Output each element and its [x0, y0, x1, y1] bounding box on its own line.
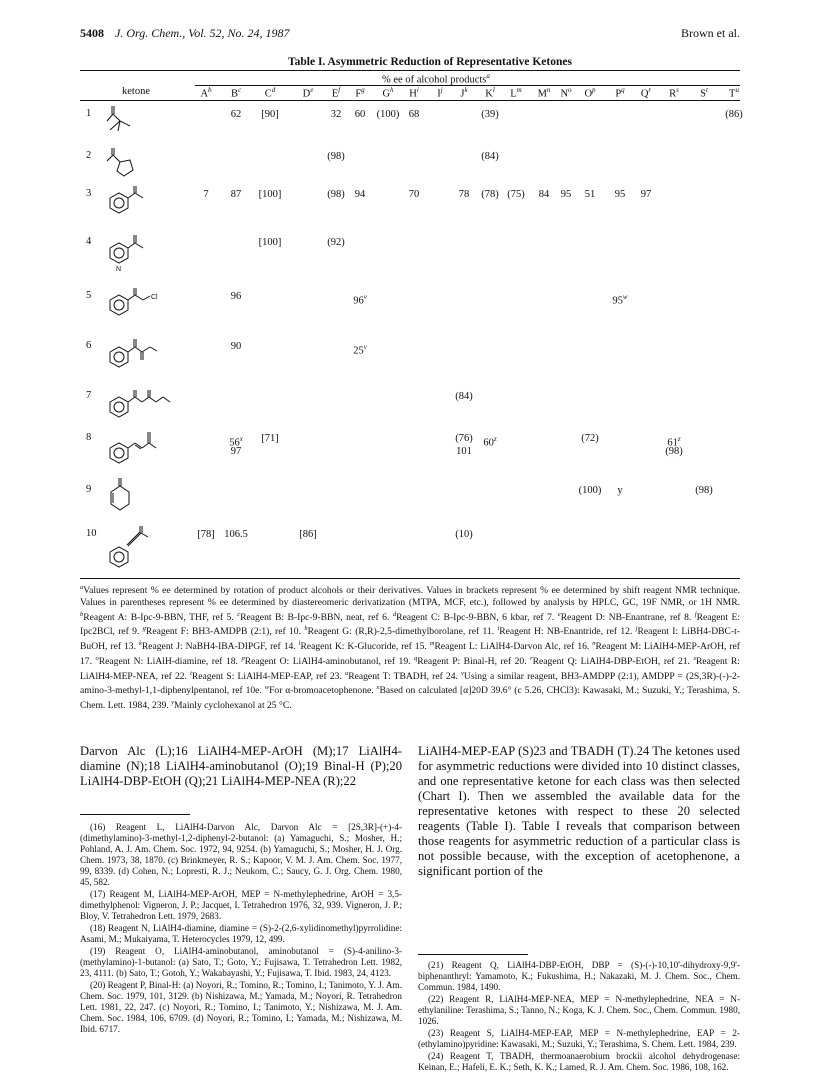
- footnote-text: Reagent T: TBADH, ref 24.: [348, 670, 458, 682]
- column-label: Q: [640, 88, 649, 100]
- footnote-mark: x: [376, 684, 380, 692]
- ketone-header: ketone: [122, 86, 150, 97]
- cell-value: 97: [640, 189, 652, 200]
- ketone-number: 8: [86, 432, 92, 443]
- footnote-mark: o: [95, 654, 99, 662]
- table-cell: [602, 290, 638, 309]
- footnote-text: Reagent R: LiAlH4-MEP-NEA, ref 22.: [80, 655, 740, 682]
- column-label: J: [460, 88, 465, 100]
- body-text-left: Darvon Alc (L);16 LiAlH4-MEP-ArOH (M);17 LiAlH4-diamine (N);18 LiAlH4-aminobutanol (O);19 Binal-H (P);20 LiAlH4-DBP-EtOH (Q);21 LiAlH4-MEP-NEA (R);22: [80, 744, 402, 788]
- cell-value: (98): [327, 189, 345, 200]
- column-label: C: [264, 88, 272, 100]
- table-cell: [472, 150, 508, 164]
- footnote-mark: m: [429, 639, 435, 647]
- column-header-e: [324, 86, 348, 100]
- footnote-c: [237, 612, 393, 623]
- reference-entry: (16) Reagent L, LiAlH4-Darvon Alc, Darvon Alc = [2S,3R]-(+)-4-(dimethylamino)-3-methyl-1,2-diphenyl-2-butanol: (a) Yamaguchi, S.; Mosher, H.; Pohland, A. J. Am. Chem. Soc. 1972, 94, 9254. (b) Yamaguchi, S.; Mosher, H. J. Org. Chem. 1973, 38, 1870. (c) Brinkmeyer, R. S.; Kapoor, V. M. J. Am. Chem. Soc. 1977, 99, 8339. (d) Cohen, N.; Lopresti, R. J.; Neukom, C.; Saucy, G. J. Org. Chem. 1980, 45, 582.: [80, 822, 402, 887]
- column-label: R: [669, 88, 677, 100]
- structure-ketone-6: [104, 336, 180, 372]
- table-cell: [252, 188, 288, 202]
- footnote-mark: u: [344, 669, 349, 677]
- cell-value: [71]: [261, 433, 279, 444]
- cell-value: 60: [483, 437, 494, 449]
- footnote-mark: k: [138, 639, 142, 647]
- column-header-d: [296, 86, 320, 100]
- cell-value: y: [617, 485, 623, 496]
- footnote-text: Mainly cyclohexanol at 25 °C.: [174, 700, 292, 712]
- cell-value: (75): [507, 189, 525, 200]
- structure-ketone-8: [104, 428, 184, 468]
- table-cell: [342, 290, 378, 309]
- cell-value: (100): [376, 109, 400, 120]
- column-header-k: [478, 86, 502, 100]
- column-note: s: [676, 86, 679, 94]
- footnote-l: [299, 641, 430, 652]
- table-cell: [446, 528, 482, 542]
- footnote-text: Reagent G: (R,R)-2,5-dimethylborolane, ref 11.: [307, 626, 495, 638]
- column-note: r: [648, 86, 652, 94]
- cell-value: (86): [725, 109, 743, 120]
- footnote-text: Based on calculated [α]20D 39.6° (c 5.26, CHCl3): Kawasaki, M.; Suzuki, Y.; Terashima, S. Chem. Lett. 1984, 239.: [80, 685, 740, 712]
- footnote-h: [304, 625, 500, 638]
- structure-ketone-3: [104, 184, 154, 218]
- column-label: D: [302, 88, 311, 100]
- column-label: T: [729, 88, 736, 100]
- table-cell: [252, 108, 288, 122]
- column-note: e: [310, 86, 314, 94]
- column-note: g: [361, 86, 365, 94]
- cell-value: 95: [560, 189, 572, 200]
- footnote-text: Reagent L: LiAlH4-Darvon Alc, ref 16.: [434, 641, 590, 653]
- column-note: h: [390, 86, 394, 94]
- column-note: f: [338, 86, 341, 94]
- footnote-mark: a: [80, 584, 84, 591]
- group-header: % ee of alcohol products$^a$: [382, 72, 490, 86]
- column-header-h: [402, 86, 426, 100]
- footnote-text: Reagent B: B-Ipc-9-BBN, neat, ref 6.: [240, 611, 390, 623]
- footnote-text: Reagent A: B-Ipc-9-BBN, THF, ref 5.: [83, 611, 234, 623]
- references-rule-right: [418, 954, 528, 955]
- ketone-number: 6: [86, 340, 92, 351]
- structure-ketone-4: [104, 232, 154, 274]
- ketone-number: 10: [86, 528, 97, 539]
- column-header-b: [224, 86, 248, 100]
- table-cell: [472, 432, 508, 451]
- cell-value: (98): [327, 151, 345, 162]
- cell-value: (39): [481, 109, 499, 120]
- column-header-t: [722, 86, 746, 100]
- cell-note: x: [239, 435, 243, 443]
- table-cell: [628, 188, 664, 202]
- footnote-mark: r: [530, 654, 533, 662]
- footnote-d: [393, 612, 558, 623]
- footnote-mark: y: [171, 699, 175, 707]
- footnote-mark: e: [557, 610, 561, 618]
- ketone-number: 1: [86, 108, 92, 119]
- cell-value: (10): [455, 529, 473, 540]
- footnote-mark: g: [142, 625, 146, 633]
- footnote-text: Reagent N: LiAlH-diamine, ref 18.: [98, 655, 238, 667]
- table-cell: [218, 528, 254, 542]
- cell-value: 78: [458, 189, 470, 200]
- column-header-n: [554, 86, 578, 100]
- column-note: b: [208, 86, 212, 94]
- table-cell: [602, 484, 638, 498]
- column-label: E: [331, 88, 339, 100]
- cell-value: 60: [354, 109, 366, 120]
- column-label: G: [382, 88, 391, 100]
- cell-value: 68: [408, 109, 420, 120]
- column-header-s: [692, 86, 716, 100]
- footnote-k: [139, 641, 299, 652]
- table-cell: [342, 188, 378, 202]
- reference-entry: (23) Reagent S, LiAlH4-MEP-EAP, MEP = N-methylephedrine, EAP = 2-(ethylamino)pyridine: Kawasaki, M.; Suzuki, Y.; Terashima, S. Chem. Lett. 1984, 239.: [418, 1028, 740, 1049]
- footnote-text: For α-bromoacetophenone.: [269, 685, 374, 697]
- footnote-y: [171, 700, 292, 711]
- cell-value: 101: [456, 446, 472, 457]
- column-label: N: [560, 88, 569, 100]
- column-header-q: [634, 86, 658, 100]
- column-label: A: [200, 88, 209, 100]
- structure-ketone-5: [104, 286, 174, 320]
- column-note: u: [735, 86, 739, 94]
- table-cell: [396, 108, 432, 122]
- footnote-o: [95, 654, 245, 667]
- column-header-g: [376, 86, 400, 100]
- reference-entry: (17) Reagent M, LiAlH4-MEP-ArOH, MEP = N-methylephedrine, ArOH = 3,5-dimethylphenol: Vigneron, J. P.; Jacquet, I. Tetrahedron 1976, 32, 939. Vigneron, J. P.; Bloy, V. Tetrahedron Lett. 1979, 2683.: [80, 889, 402, 921]
- journal-citation: J. Org. Chem., Vol. 52, No. 24, 1987: [115, 26, 290, 40]
- footnote-mark: v: [461, 669, 464, 677]
- footnote-text: Reagent M: LiAlH4-MEP-ArOH, ref 17.: [80, 641, 740, 667]
- table-cell: [656, 445, 692, 459]
- cell-value: 97: [230, 446, 242, 457]
- cell-value: 32: [330, 109, 342, 120]
- cell-note: z: [677, 435, 681, 443]
- table-title: Table I. Asymmetric Reduction of Representative Ketones: [288, 56, 572, 68]
- column-header-j: [452, 86, 476, 100]
- column-label: M: [537, 88, 547, 100]
- ketone-number: 9: [86, 484, 92, 495]
- footnote-text: Reagent E: Ipc2BCl, ref 9.: [80, 611, 741, 638]
- cell-value: (92): [327, 237, 345, 248]
- cell-value: 96: [353, 295, 364, 307]
- column-label: K: [485, 88, 493, 100]
- cell-value: [100]: [258, 237, 282, 248]
- reference-entry: (21) Reagent Q, LiAlH4-DBP-EtOH, DBP = (S)-(-)-10,10'-dihydroxy-9,9'-biphenanthryl: Yamamoto, K.; Fukushima, H.; Nakazaki, M. J. Chem. Soc., Chem. Commun. 1984, 1490.: [418, 960, 740, 992]
- ketone-number: 2: [86, 150, 92, 161]
- references-right: [418, 960, 740, 1074]
- header-bottom-rule: [80, 100, 740, 101]
- cell-value: 96: [230, 291, 242, 302]
- structure-ketone-9: [104, 476, 154, 520]
- footnote-t: [190, 671, 345, 682]
- table-top-rule: [80, 70, 740, 71]
- cell-note: z: [493, 435, 497, 443]
- footnote-text: Reagent Q: LiAlH4-DBP-EtOH, ref 21.: [532, 655, 690, 667]
- cell-value: 95: [614, 189, 626, 200]
- footnote-text: Using a similar reagent, BH3-AMDPP (2:1), AMDPP = (2S,3R)-(-)-2-amino-3-methyl-1,1-diphenylpentanol, ref 10e.: [80, 670, 741, 697]
- cell-value: 87: [230, 189, 242, 200]
- table-cell: [290, 528, 326, 542]
- footnote-text: Reagent J: NaBH4-IBA-DIPGF, ref 14.: [141, 641, 296, 653]
- column-note: m: [516, 86, 522, 94]
- footnote-text: Reagent F: BH3-AMDPB (2:1), ref 10.: [145, 626, 301, 638]
- footnote-r: [530, 656, 693, 667]
- footnote-mark: d: [392, 610, 397, 618]
- cell-value: (76): [455, 433, 473, 444]
- cell-value: (98): [695, 485, 713, 496]
- column-header-p: [608, 86, 632, 100]
- table-cell: [252, 432, 288, 446]
- footnote-text: Reagent H: NB-Enantride, ref 12.: [499, 626, 633, 638]
- column-header-f: [348, 86, 372, 100]
- column-note: p: [592, 86, 596, 94]
- table-cell: [218, 445, 254, 459]
- cell-value: (84): [455, 391, 473, 402]
- reference-entry: (22) Reagent R, LiAlH4-MEP-NEA, MEP = N-methylephedrine, NEA = N-ethylaniline: Terashima, S.; Tanno, N.; Koga, K. J. Chem. Soc., Chem. Commun. 1980, 1026.: [418, 994, 740, 1026]
- cell-note: v: [363, 343, 367, 351]
- column-note: t: [705, 86, 708, 94]
- column-header-l: [504, 86, 528, 100]
- footnote-mark: t: [190, 669, 192, 677]
- cell-value: 51: [584, 189, 596, 200]
- references-left: [80, 822, 402, 1036]
- footnote-text: Reagent S: LiAlH4-MEP-EAP, ref 23.: [191, 670, 342, 682]
- footnote-i: [497, 626, 635, 637]
- author-running-head: Brown et al.: [681, 26, 740, 40]
- reference-entry: (19) Reagent O, LiAlH4-aminobutanol, aminobutanol = (S)-4-anilino-3-(methylamino)-1-butanol: (a) Sato, T.; Goto, Y.; Fujisawa, T. Tetrahedron Lett. 1982, 23, 4111. (b) Sato, T.; Gotoh, Y.; Wakabayashi, Y.; Fujisawa, T. Ibid. 1983, 24, 4123.: [80, 946, 402, 978]
- column-header-a: [194, 86, 218, 100]
- footnote-mark: f: [694, 610, 697, 618]
- cell-value: (78): [481, 189, 499, 200]
- column-note: j: [440, 86, 443, 94]
- column-header-m: [532, 86, 556, 100]
- table-cell: [218, 188, 254, 202]
- column-note: q: [621, 86, 625, 94]
- footnote-w: [265, 685, 377, 696]
- pyridine-n-label: N: [116, 266, 122, 273]
- structure-ketone-10: [104, 524, 170, 574]
- cell-value: (100): [578, 485, 602, 496]
- footnote-text: Reagent I: LiBH4-DBC-t-BuOH, ref 13.: [80, 626, 740, 653]
- footnote-mark: q: [414, 654, 418, 662]
- cell-value: 62: [230, 109, 242, 120]
- reference-entry: (18) Reagent N, LiAlH4-diamine, diamine = (S)-2-(2,6-xylidinomethyl)pyrrolidine: Asami, M.; Mukaiyama, T. Heterocycles 1979, 12, 499.: [80, 923, 402, 944]
- running-head: [80, 26, 740, 42]
- column-note: i: [416, 86, 419, 94]
- cell-value: 84: [538, 189, 550, 200]
- table-cell: [686, 484, 722, 498]
- column-note: c: [237, 86, 242, 94]
- ketone-number: 5: [86, 290, 92, 301]
- footnote-text: Reagent C: B-Ipc-9-BBN, 6 kbar, ref 7.: [396, 611, 555, 623]
- table-cell: [472, 108, 508, 122]
- column-label: H: [409, 88, 417, 100]
- cell-value: 70: [408, 189, 420, 200]
- column-note: n: [546, 86, 551, 94]
- cell-value: 61: [667, 437, 678, 449]
- column-label: O: [584, 88, 593, 100]
- table-cell: [342, 340, 378, 359]
- cell-value: 106.5: [224, 529, 248, 540]
- footnote-m: [429, 639, 596, 653]
- footnote-mark: p: [241, 654, 245, 662]
- cell-value: (72): [581, 433, 599, 444]
- column-note: l: [492, 86, 495, 94]
- footnote-mark: n: [592, 639, 596, 647]
- body-text-right: LiAlH4-MEP-EAP (S)23 and TBADH (T).24 The ketones used for asymmetric reductions were divided into 10 distinct classes, and one representative ketone for each class was then selected (Chart I). Then we assembled the available data for the representative ketones with respect to these 20 selected reagents (Table I). Table I reveals that comparison between those reagents for asymmetric reduction of a particular class is not possible because, with the exception of acetophenone, a significant portion of the: [418, 744, 740, 878]
- table-cell: [396, 188, 432, 202]
- footnote-a: [80, 585, 740, 608]
- footnote-text: Reagent O: LiAlH4-aminobutanol, ref 19.: [244, 655, 411, 667]
- cell-value: 7: [203, 189, 209, 200]
- footnote-e: [558, 612, 695, 623]
- footnote-mark: j: [635, 625, 638, 633]
- table-cell: [218, 340, 254, 354]
- reference-entry: (20) Reagent P, Binal-H: (a) Noyori, R.; Tomino, R.; Tomino, I.; Tanimoto, Y. J. Am. Chem. Soc. 1979, 101, 3129. (b) Nishizawa, M.; Yamada, M.; Noyori, R. Tetrahedron Lett. 1981, 22, 247. (c) Noyori, R.; Tomino, I.; Tanimoto, Y.; Nishizawa, M. J. Am. Chem. Soc. 1984, 106, 6709. (d) Noyori, R.; Tomino, I.; Yamada, M.; Nishizawa, M. Ibid. 6717.: [80, 980, 402, 1034]
- column-header-c: [258, 86, 282, 100]
- table-cell: [318, 150, 354, 164]
- structure-ketone-2: [104, 146, 148, 182]
- cell-value: (84): [481, 151, 499, 162]
- footnote-mark: w: [264, 684, 270, 692]
- footnote-q: [414, 656, 530, 667]
- cell-value: 94: [354, 189, 366, 200]
- ketone-number: 4: [86, 236, 92, 247]
- column-note: k: [464, 86, 468, 94]
- structure-ketone-7: [104, 388, 194, 422]
- footnote-text: Reagent K: K-Glucoride, ref 15.: [300, 641, 427, 653]
- cell-value: [78]: [197, 529, 215, 540]
- column-label: S: [700, 88, 706, 100]
- cell-value: 95: [612, 295, 623, 307]
- column-note: d: [271, 86, 276, 94]
- footnote-mark: h: [304, 625, 308, 633]
- column-header-o: [578, 86, 602, 100]
- table-cell: [318, 236, 354, 250]
- column-label: P: [615, 88, 622, 100]
- cell-value: 25: [353, 345, 364, 357]
- table-cell: [716, 108, 752, 122]
- cell-value: 90: [230, 341, 242, 352]
- column-header-i: [428, 86, 452, 100]
- table-cell: [218, 108, 254, 122]
- ketone-number: 3: [86, 188, 92, 199]
- footnote-u: [345, 671, 461, 682]
- column-label: L: [510, 88, 517, 100]
- footnote-g: [142, 625, 308, 638]
- cell-value: [100]: [258, 189, 282, 200]
- structure-ketone-1: [104, 104, 148, 134]
- references-rule-left: [80, 814, 190, 815]
- table-cell: [572, 432, 608, 446]
- footnote-mark: l: [298, 639, 301, 647]
- column-note: o: [568, 86, 572, 94]
- footnote-mark: i: [497, 625, 500, 633]
- footnote-text: Reagent D: NB-Enantrane, ref 8.: [560, 611, 692, 623]
- footnote-mark: s: [693, 654, 696, 662]
- cell-value: 56: [229, 437, 240, 449]
- table-bottom-rule: [80, 578, 740, 579]
- page-number: 5408: [80, 26, 104, 40]
- footnote-p: [241, 656, 414, 667]
- footnote-mark: b: [80, 610, 84, 618]
- footnote-text: Values represent % ee determined by rotation of product alcohols or their derivatives. Values in brackets represent % ee determined by shift reagent NMR technique. Values in parentheses represent % ee determined by diastereomeric derivatization (MTPA, MCF, etc.), followed by analysis by HPLC, GC, 19F NMR, or 1H NMR.: [80, 585, 740, 608]
- footnote-mark: c: [237, 610, 241, 618]
- cell-value: [90]: [261, 109, 279, 120]
- column-header-r: [662, 86, 686, 100]
- chloro-label: Cl: [151, 294, 158, 301]
- ketone-number: 7: [86, 390, 92, 401]
- footnote-text: Reagent P: Binal-H, ref 20.: [417, 655, 527, 667]
- column-label: I: [437, 88, 441, 100]
- table-cell: [446, 390, 482, 404]
- cell-value: (98): [665, 446, 683, 457]
- cell-value: [86]: [299, 529, 317, 540]
- table-footnotes: [80, 582, 740, 712]
- cell-note: v: [363, 293, 367, 301]
- table-cell: [218, 290, 254, 304]
- footnote-b: [80, 612, 237, 623]
- column-label: B: [230, 88, 238, 100]
- cell-note: w: [622, 293, 628, 301]
- table-cell: [252, 236, 288, 250]
- reference-entry: (24) Reagent T, TBADH, thermoanaerobium brockii alcohol dehydrogenase: Keinan, E.; Hafeli, E. K.; Seth, K. K.; Lamed, R. J. Am. Chem. Soc. 1986, 108, 162.: [418, 1051, 740, 1072]
- column-label: F: [355, 88, 362, 100]
